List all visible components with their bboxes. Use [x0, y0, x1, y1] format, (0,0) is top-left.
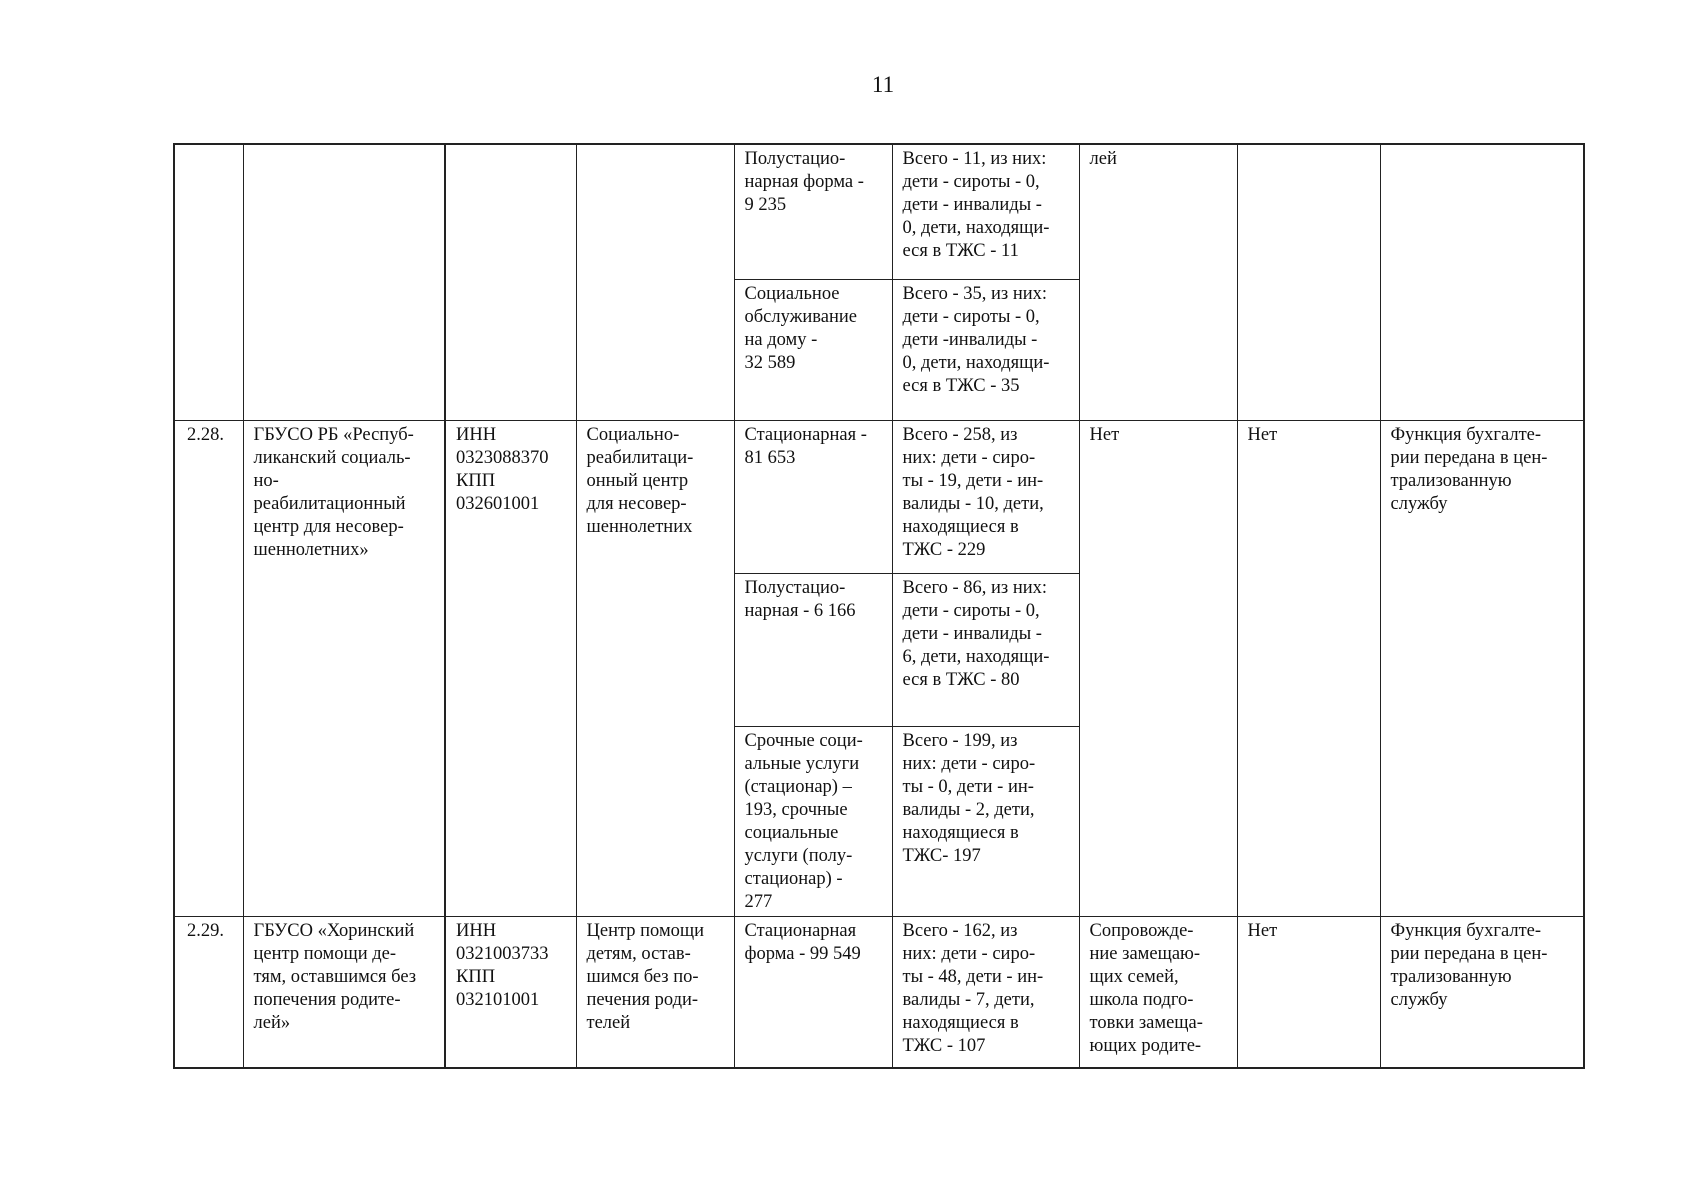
cell-service-form: Срочные соци- альные услуги (стационар) – 193, срочные социальные услуги (полу- стационар) - 277 [734, 726, 892, 916]
cell-institution-name [243, 144, 445, 420]
cell-col9: Нет [1237, 420, 1380, 916]
cell-number: 2.28. [174, 420, 243, 916]
cell-institution-name: ГБУСО РБ «Респуб- ликанский социаль- но- реабилитационный центр для несовер- шеннолетних» [243, 420, 445, 916]
cell-col9 [1237, 144, 1380, 420]
table-row [174, 420, 1584, 573]
cell-children-count: Всего - 35, из них: дети - сироты - 0, дети -инвалиды - 0, дети, находящи- еся в ТЖС - 35 [892, 279, 1079, 420]
cell-service-form: Стационарная - 81 653 [734, 420, 892, 573]
cell-number: 2.29. [174, 916, 243, 1068]
table-row [174, 144, 1584, 279]
cell-accounting: Функция бухгалте- рии передана в цен- трализованную службу [1380, 916, 1584, 1068]
cell-children-count: Всего - 199, из них: дети - сиро- ты - 0, дети - ин- валиды - 2, дети, находящиеся в ТЖС- 197 [892, 726, 1079, 916]
cell-institution-type: Социально- реабилитаци- онный центр для несовер- шеннолетних [576, 420, 734, 916]
cell-family-support: лей [1079, 144, 1237, 420]
cell-inn-kpp: ИНН 0321003733 КПП 032101001 [445, 916, 576, 1068]
institutions-table [173, 143, 1585, 1069]
cell-institution-type [576, 144, 734, 420]
cell-family-support: Сопровожде- ние замещаю- щих семей, школа подго- товки замеща- ющих родите- [1079, 916, 1237, 1068]
cell-accounting: Функция бухгалте- рии передана в цен- трализованную службу [1380, 420, 1584, 916]
cell-inn-kpp: ИНН 0323088370 КПП 032601001 [445, 420, 576, 916]
cell-children-count: Всего - 11, из них: дети - сироты - 0, дети - инвалиды - 0, дети, находящи- еся в ТЖС - 11 [892, 144, 1079, 279]
cell-children-count: Всего - 86, из них: дети - сироты - 0, дети - инвалиды - 6, дети, находящи- еся в ТЖС - 80 [892, 573, 1079, 726]
cell-service-form: Полустацио- нарная форма - 9 235 [734, 144, 892, 279]
page-number: 11 [871, 72, 895, 97]
cell-service-form: Полустацио- нарная - 6 166 [734, 573, 892, 726]
cell-inn-kpp [445, 144, 576, 420]
cell-family-support: Нет [1079, 420, 1237, 916]
cell-service-form: Социальное обслуживание на дому - 32 589 [734, 279, 892, 420]
cell-institution-name: ГБУСО «Хоринский центр помощи де- тям, оставшимся без попечения родите- лей» [243, 916, 445, 1068]
cell-number [174, 144, 243, 420]
cell-accounting [1380, 144, 1584, 420]
cell-institution-type: Центр помощи детям, остав- шимся без по- печения роди- телей [576, 916, 734, 1068]
cell-children-count: Всего - 258, из них: дети - сиро- ты - 19, дети - ин- валиды - 10, дети, находящиеся в ТЖС - 229 [892, 420, 1079, 573]
table-row [174, 916, 1584, 1068]
cell-children-count: Всего - 162, из них: дети - сиро- ты - 48, дети - ин- валиды - 7, дети, находящиеся в ТЖС - 107 [892, 916, 1079, 1068]
cell-col9: Нет [1237, 916, 1380, 1068]
cell-service-form: Стационарная форма - 99 549 [734, 916, 892, 1068]
